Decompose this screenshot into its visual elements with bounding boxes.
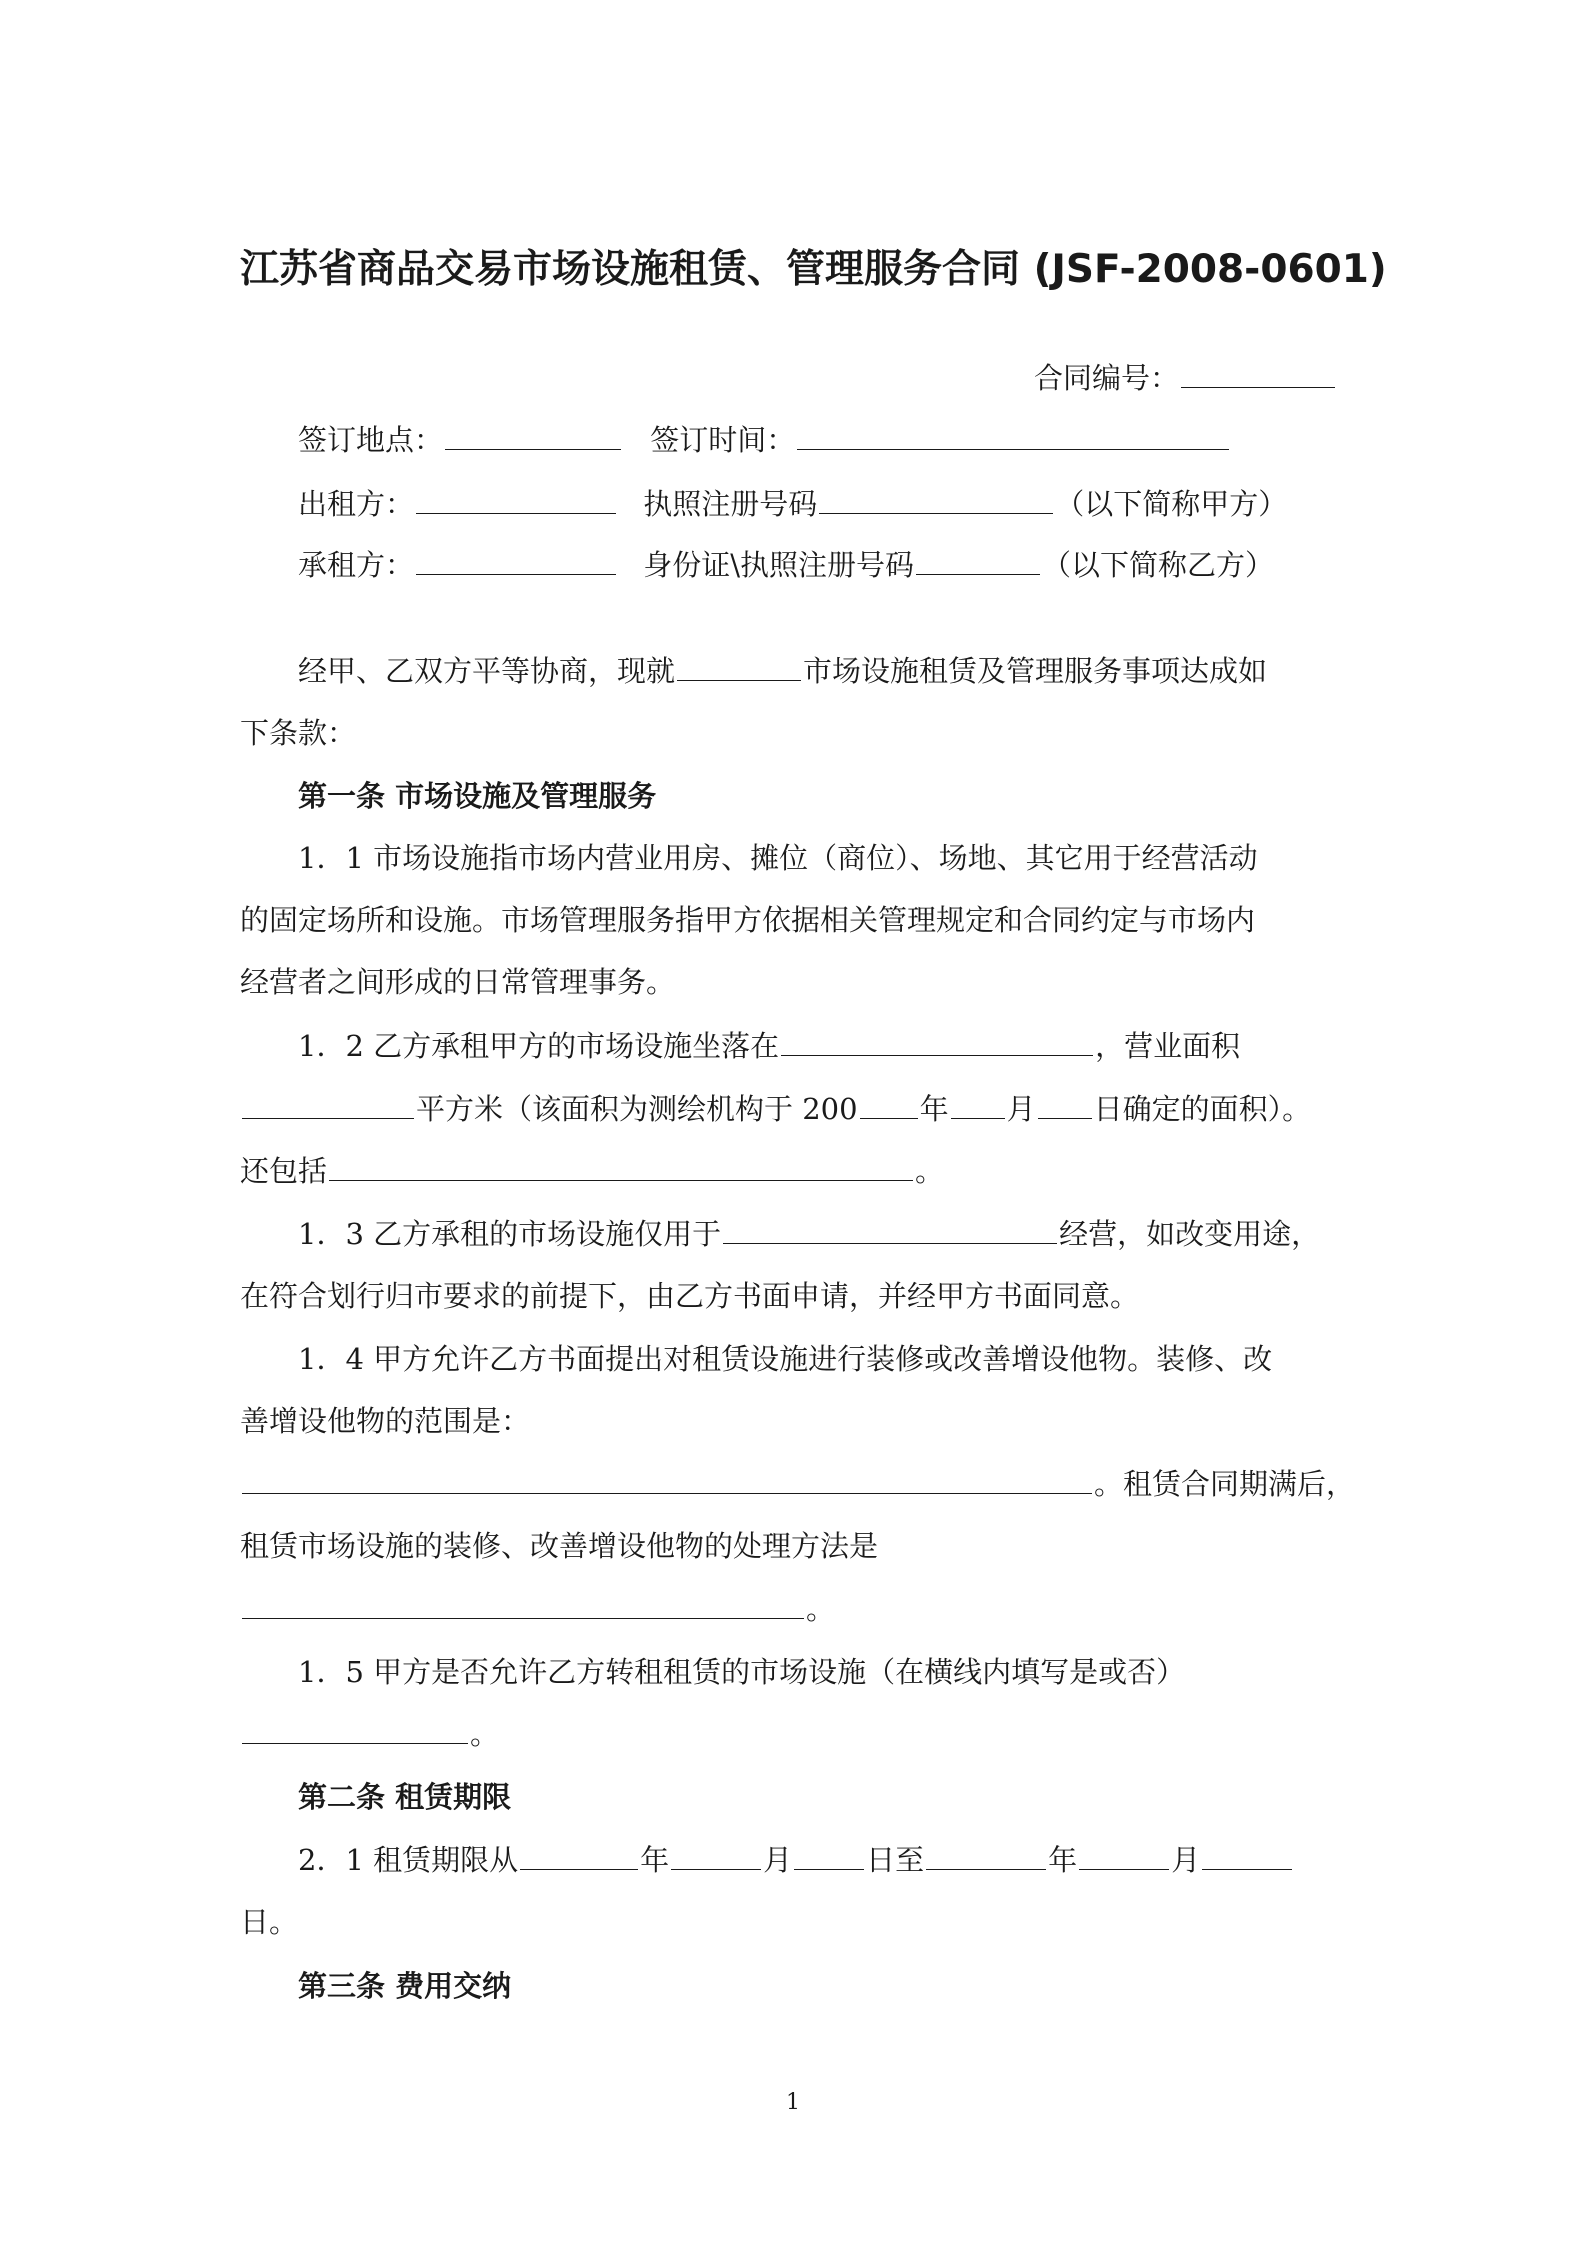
clause-2-1-line-2: 日。 <box>240 1905 299 1939</box>
clause-1-1-line-2: 的固定场所和设施。市场管理服务指甲方依据相关管理规定和合同约定与市场内 <box>240 903 1256 937</box>
clause-1-2-text: 1．2 乙方承租甲方的市场设施坐落在 <box>298 1029 780 1063</box>
lessee-name-blank[interactable] <box>416 544 616 575</box>
clause-1-1-line-3: 经营者之间形成的日常管理事务。 <box>240 965 676 999</box>
lessee-license-label: 身份证\执照注册号码 <box>643 548 915 582</box>
clause-1-4-line-2: 善增设他物的范围是： <box>240 1404 531 1438</box>
lease-term-label: 2．1 租赁期限从 <box>298 1843 519 1877</box>
clause-1-5-line-2 <box>240 1712 499 1756</box>
lessor-line <box>298 482 1287 526</box>
document-title: 江苏省商品交易市场设施租赁、管理服务合同 (JSF-2008-0601) <box>240 247 1387 292</box>
period: 。 <box>470 1717 500 1751</box>
start-year-blank[interactable] <box>520 1839 638 1870</box>
day-to-label: 日至 <box>866 1843 925 1877</box>
lessee-license-blank[interactable] <box>916 544 1040 575</box>
clause-1-4-line-4: 租赁市场设施的装修、改善增设他物的处理方法是 <box>240 1529 879 1563</box>
clause-1-5-line-1: 1．5 甲方是否允许乙方转租租赁的市场设施（在横线内填写是或否） <box>298 1655 1186 1689</box>
clause-1-2-line-2 <box>240 1087 1311 1131</box>
lessor-license-label: 执照注册号码 <box>643 487 818 521</box>
end-month-blank[interactable] <box>1079 1839 1169 1870</box>
survey-month-blank[interactable] <box>951 1088 1005 1119</box>
business-use-blank[interactable] <box>723 1213 1057 1244</box>
renovation-handling-blank[interactable] <box>242 1588 804 1619</box>
sign-time-label: 签订时间： <box>650 423 796 457</box>
intro-line-1 <box>298 649 1267 693</box>
survey-year-blank[interactable] <box>860 1088 918 1119</box>
clause-1-3-line-1 <box>298 1212 1320 1256</box>
sign-place-blank[interactable] <box>445 419 621 450</box>
area-label: ，营业面积 <box>1095 1029 1241 1063</box>
location-blank[interactable] <box>781 1025 1093 1056</box>
lessor-name-blank[interactable] <box>416 483 616 514</box>
year-label: 年 <box>640 1843 670 1877</box>
end-day-blank[interactable] <box>1202 1839 1292 1870</box>
year-label: 年 <box>1048 1843 1078 1877</box>
end-year-blank[interactable] <box>926 1839 1046 1870</box>
clause-1-3-line-2: 在符合划行归市要求的前提下，由乙方书面申请，并经甲方书面同意。 <box>240 1279 1140 1313</box>
start-day-blank[interactable] <box>794 1839 864 1870</box>
month-label: 月 <box>1171 1843 1201 1877</box>
also-includes-label: 还包括 <box>240 1154 328 1188</box>
sign-time-blank[interactable] <box>797 419 1229 450</box>
intro-text-cont: 市场设施租赁及管理服务事项达成如 <box>803 654 1268 688</box>
article-2-heading: 第二条 租赁期限 <box>298 1780 512 1814</box>
clause-1-4-line-5 <box>240 1587 835 1631</box>
clause-1-3-text-cont: 经营，如改变用途， <box>1059 1217 1321 1251</box>
area-blank[interactable] <box>242 1088 414 1119</box>
clause-1-2-line-1 <box>298 1024 1240 1068</box>
clause-1-1-line-1: 1．1 市场设施指市场内营业用房、摊位（商位）、场地、其它用于经营活动 <box>298 841 1258 875</box>
lessee-label: 承租方： <box>298 548 415 582</box>
month-label: 月 <box>763 1843 793 1877</box>
article-1-heading: 第一条 市场设施及管理服务 <box>298 779 657 813</box>
lessee-alias: （以下简称乙方） <box>1042 548 1275 582</box>
intro-line-2: 下条款： <box>240 716 357 750</box>
also-includes-blank[interactable] <box>329 1150 913 1181</box>
clause-1-4-line-3 <box>240 1462 1355 1506</box>
clause-2-1-line-1 <box>298 1838 1294 1882</box>
clause-1-4-text-cont: 。租赁合同期满后， <box>1094 1467 1356 1501</box>
sign-place-label: 签订地点： <box>298 423 444 457</box>
lessor-license-blank[interactable] <box>819 483 1053 514</box>
contract-number-label: 合同编号： <box>1034 361 1180 395</box>
survey-day-blank[interactable] <box>1038 1088 1092 1119</box>
year-label: 年 <box>919 1092 949 1126</box>
signing-line <box>298 418 1231 462</box>
renovation-scope-blank[interactable] <box>242 1463 1092 1494</box>
start-month-blank[interactable] <box>671 1839 761 1870</box>
intro-text: 经甲、乙双方平等协商，现就 <box>298 654 676 688</box>
period: 。 <box>915 1154 945 1188</box>
clause-1-4-line-1: 1．4 甲方允许乙方书面提出对租赁设施进行装修或改善增设他物。装修、改 <box>298 1342 1273 1376</box>
lessor-label: 出租方： <box>298 487 415 521</box>
lessee-line <box>298 543 1274 587</box>
page-number: 1 <box>786 2090 800 2115</box>
period: 。 <box>806 1592 836 1626</box>
lessor-alias: （以下简称甲方） <box>1055 487 1288 521</box>
area-unit-text: 平方米（该面积为测绘机构于 200 <box>416 1092 858 1126</box>
article-3-heading: 第三条 费用交纳 <box>298 1969 512 2003</box>
day-label: 日确定的面积）。 <box>1093 1092 1312 1126</box>
clause-1-2-line-3 <box>240 1149 944 1193</box>
month-label: 月 <box>1006 1092 1036 1126</box>
market-name-blank[interactable] <box>677 650 801 681</box>
contract-number-line <box>1034 356 1337 400</box>
sublease-yes-no-blank[interactable] <box>242 1713 468 1744</box>
contract-number-blank[interactable] <box>1181 357 1335 388</box>
clause-1-3-text: 1．3 乙方承租的市场设施仅用于 <box>298 1217 722 1251</box>
